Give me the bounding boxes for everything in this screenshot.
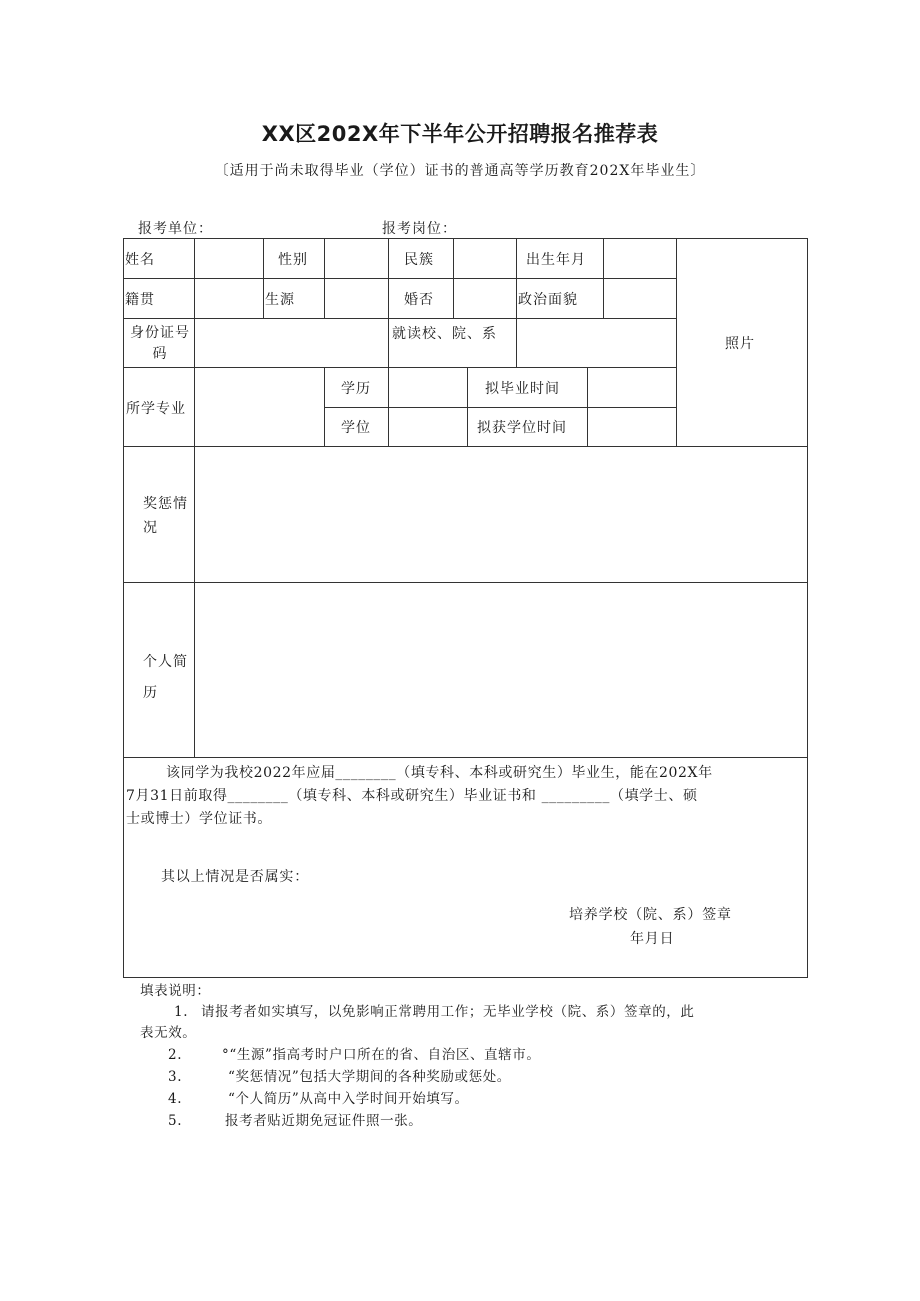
note-number: 1. — [174, 1004, 189, 1020]
label-political: 政治面貌 — [518, 291, 578, 308]
note-number: 3. — [168, 1069, 183, 1085]
label-resume: 个人简历 — [143, 654, 188, 701]
grid-line — [123, 446, 807, 447]
label-grad-time: 拟毕业时间 — [485, 380, 560, 397]
certification-line-3: 士或博士）学位证书。 — [126, 811, 272, 827]
label-marital: 婚否 — [404, 291, 434, 308]
stamp-text: 培养学校（院、系）签章 — [569, 907, 732, 923]
label-ethnicity: 民簇 — [404, 251, 434, 268]
grid-line — [467, 367, 468, 447]
grid-line — [123, 278, 676, 279]
label-gender: 性别 — [278, 251, 308, 268]
date-text: 年月日 — [630, 931, 675, 947]
certification-line-2: 7月31日前取得________（填专科、本科或研究生）毕业证书和 _________（填学士、硕 — [126, 788, 698, 804]
label-birth: 出生年月 — [526, 251, 586, 268]
label-education: 学历 — [341, 380, 371, 397]
label-major: 所学专业 — [126, 401, 186, 417]
page-title: XX区202X年下半年公开招聘报名推荐表 — [261, 122, 659, 146]
note-text: 请报考者如实填写，以免影响正常聘用工作；无毕业学校（院、系）签章的，此 — [201, 1004, 695, 1020]
grid-line — [388, 367, 389, 447]
page-subtitle: 〔适用于尚未取得毕业（学位）证书的普通高等学历教育202X年毕业生〕 — [214, 163, 706, 179]
label-degree: 学位 — [341, 420, 371, 436]
label-native-place: 籍贯 — [125, 291, 155, 308]
grid-line — [516, 318, 517, 368]
note-number: 4. — [168, 1091, 183, 1107]
grid-line — [123, 238, 807, 239]
grid-line — [587, 367, 588, 447]
label-photo: 照片 — [725, 336, 755, 352]
grid-line — [324, 367, 325, 447]
verify-text: 其以上情况是否属实： — [161, 869, 309, 885]
grid-line — [324, 238, 325, 319]
grid-line — [453, 238, 454, 319]
grid-line — [516, 238, 517, 319]
note-text: 报考者贴近期免冠证件照一张。 — [225, 1113, 423, 1129]
note-text: “奖惩情况”包括大学期间的各种奖励或惩处。 — [228, 1069, 511, 1085]
note-text: 表无效。 — [140, 1025, 197, 1041]
grid-line — [263, 238, 264, 319]
grid-line — [388, 238, 389, 319]
apply-unit-label: 报考单位： — [138, 221, 213, 237]
grid-line — [676, 238, 677, 447]
grid-line — [603, 238, 604, 319]
note-text: °“生源”指高考时户口所在的省、自治区、直辖市。 — [222, 1047, 541, 1063]
note-number: 5. — [168, 1113, 183, 1129]
note-text: “个人简历”从高中入学时间开始填写。 — [228, 1091, 469, 1107]
certification-line-1: 该同学为我校2022年应届________（填专科、本科或研究生）毕业生，能在202X年 — [166, 765, 713, 781]
label-degree-time: 拟获学位时间 — [477, 420, 567, 436]
label-name: 姓名 — [125, 251, 155, 268]
apply-post-label: 报考岗位： — [382, 221, 457, 237]
label-school: 就读校、院、系 — [392, 326, 497, 342]
grid-line — [123, 238, 124, 978]
grid-line — [807, 238, 808, 978]
grid-line — [123, 582, 807, 583]
grid-line — [123, 757, 807, 758]
label-origin: 生源 — [265, 291, 295, 308]
grid-line — [388, 318, 389, 368]
label-id-number: 身份证号码 — [130, 325, 190, 362]
note-number: 2. — [168, 1047, 183, 1063]
grid-line — [123, 367, 676, 368]
grid-line — [194, 238, 195, 758]
notes-heading: 填表说明： — [140, 983, 211, 999]
grid-line — [123, 977, 807, 978]
label-awards: 奖惩情况 — [143, 496, 188, 536]
